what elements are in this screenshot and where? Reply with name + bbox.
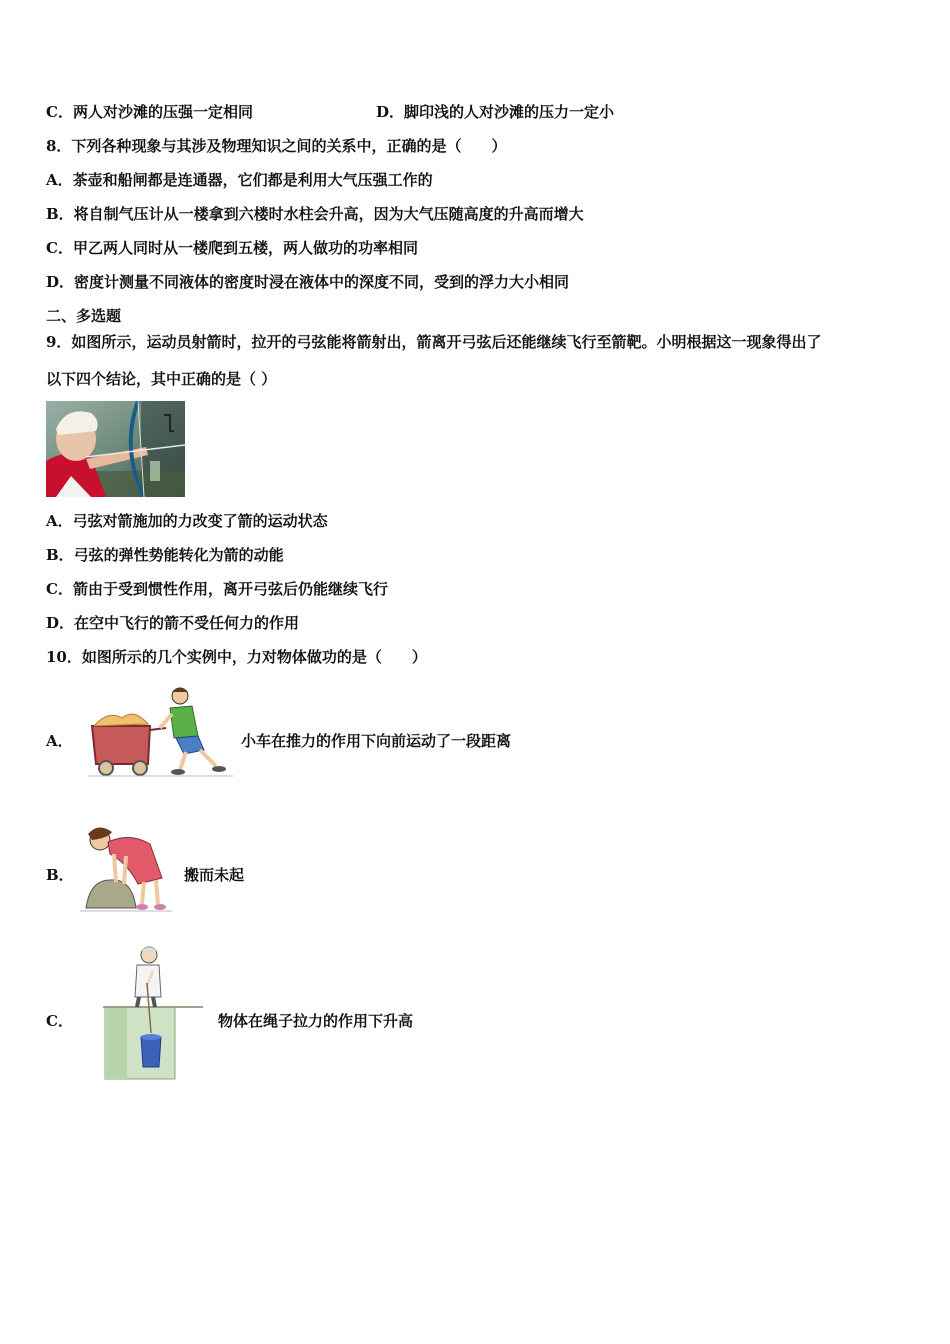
q8-stem: 8．下列各种现象与其涉及物理知识之间的关系中，正确的是（ ） <box>46 137 507 155</box>
q10-option-a-label: A． <box>46 732 73 750</box>
q10-stem: 10．如图所示的几个实例中，力对物体做功的是（ ） <box>46 648 427 666</box>
q9-option-a: A．弓弦对箭施加的力改变了箭的运动状态 <box>46 512 328 530</box>
q10-option-c-text: 物体在绳子拉力的作用下升高 <box>218 1012 414 1030</box>
section-heading: 二、多选题 <box>46 307 122 325</box>
q8-option-c: C．甲乙两人同时从一楼爬到五楼，两人做功的功率相同 <box>46 239 418 257</box>
archer-photo <box>46 401 185 497</box>
lifting-stone-illustration <box>80 824 172 912</box>
cart-push-illustration <box>88 684 233 779</box>
rope-lift-illustration <box>103 945 205 1081</box>
q9-option-d: D．在空中飞行的箭不受任何力的作用 <box>46 614 300 632</box>
q10-option-a-text: 小车在推力的作用下向前运动了一段距离 <box>241 732 512 750</box>
q10-option-b-text: 搬而未起 <box>184 866 245 884</box>
q7-option-d: D．脚印浅的人对沙滩的压力一定小 <box>376 103 615 121</box>
q8-option-a: A．茶壶和船闸都是连通器，它们都是利用大气压强工作的 <box>46 171 433 189</box>
q8-option-d: D．密度计测量不同液体的密度时浸在液体中的深度不同，受到的浮力大小相同 <box>46 273 570 291</box>
q9-stem-line1: 9．如图所示，运动员射箭时，拉开的弓弦能将箭射出，箭离开弓弦后还能继续飞行至箭靶。小明根据这一现象得出了 <box>46 333 822 351</box>
q9-option-c: C．箭由于受到惯性作用，离开弓弦后仍能继续飞行 <box>46 580 388 598</box>
q10-option-b-label: B． <box>46 866 74 884</box>
q7-option-c: C．两人对沙滩的压强一定相同 <box>46 103 253 121</box>
q10-option-c-label: C． <box>46 1012 73 1030</box>
q9-stem-line2: 以下四个结论，其中正确的是（ ） <box>46 370 277 388</box>
q8-option-b: B．将自制气压计从一楼拿到六楼时水柱会升高，因为大气压随高度的升高而增大 <box>46 205 584 223</box>
q9-option-b: B．弓弦的弹性势能转化为箭的动能 <box>46 546 284 564</box>
